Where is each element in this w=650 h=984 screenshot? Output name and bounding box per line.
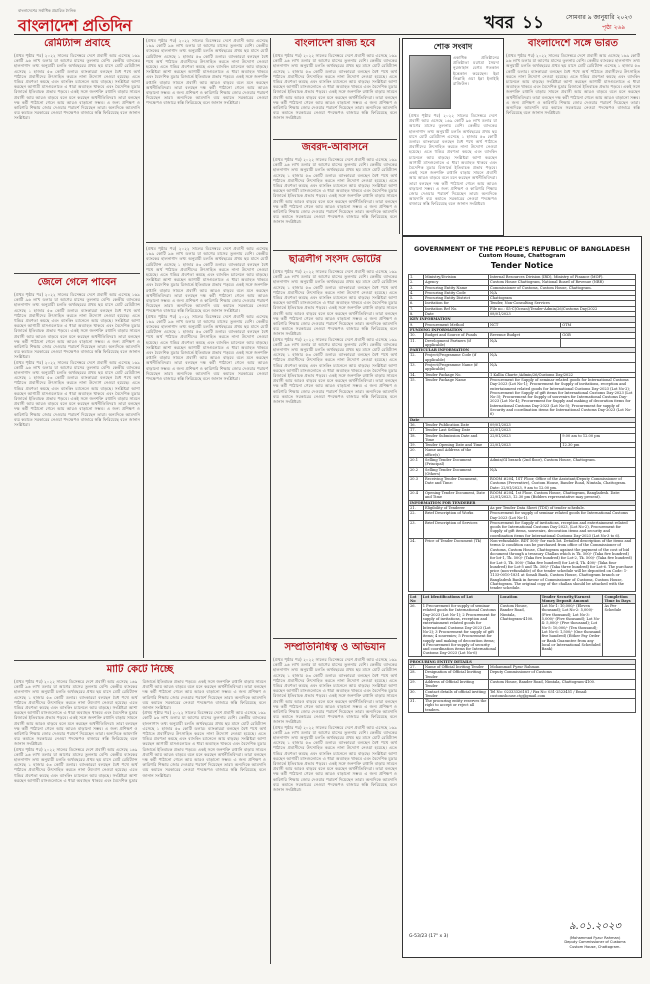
table-cell: Opening Tender Document, Date and Time	[424, 491, 489, 501]
table-cell: GOB	[561, 333, 636, 338]
article-remittance-continued	[146, 38, 268, 238]
table-cell: 13.	[409, 363, 424, 373]
table-cell: Chattogram	[489, 296, 636, 301]
table-cell: 24.	[409, 539, 424, 592]
article-headline: জবরদ-আবাসনে	[301, 142, 369, 153]
page-label: পৃষ্ঠা ২৬৯	[602, 24, 626, 31]
lot-header-cell: Tender Security/Earnest Money Deposit Amount	[540, 594, 603, 604]
article-body: (প্রথম পৃষ্ঠার পর) ২০২২ সালের ডিসেম্বরে দেশে প্রবাসী আয় এসেছে ১৬৯ কোটি ৯৬ লাখ ডলার যা আগের মাসের তুলনায় বেশি। কেন্দ্রীয় ব্যাংকের হালনাগাদ তথ্য অনুযায়ী চলতি অর্থবছরের প্রথম ছয় মাসে মোট রেমিট্যান্স এসেছে ১ হাজার ৫৩ কোটি ডলার। ব্যাংকাররা বলছেন বৈধ পথে অর্থ পাঠাতে প্রবাসীদের উৎসাহিত করতে নানা উদ্যোগ নেওয়া হয়েছে। এতে হুন্ডির প্রবণতা কমছে এবং ব্যাংকিং চ্যানেলে আয় বাড়ছে। সংশ্লিষ্টরা আশা করছেন আগামী মাসগুলোতে এ ধারা অব্যাহত থাকবে এবং বৈদেশিক মুদ্রার রিজার্ভে ইতিবাচক প্রভাব পড়বে। একই সঙ্গে জনশক্তি রপ্তানি বাড়ায় সামনে প্রবাসী আয় আরও বাড়বে বলে মনে করছেন অর্থনীতিবিদরা। তারা বলছেন দক্ষ কর্মী পাঠানো গেলে আয় আরও বাড়ানো সম্ভব। এ জন্য প্রশিক্ষণ ও কারিগরি শিক্ষায় জোর দেওয়ার পরামর্শ দিয়েছেন তারা। অন্যদিকে আমদানি ব্যয় কমাতে সরকারের নেওয়া পদক্ষেপও বাজারে স্বস্তি ফিরিয়েছে বলে জানান সংশ্লিষ্টরা।	[273, 53, 397, 121]
table-cell: 6.	[409, 301, 424, 306]
date-row-label: Date	[409, 417, 636, 422]
officer-table	[408, 659, 636, 713]
article-body: (প্রথম পৃষ্ঠার পর) ২০২২ সালের ডিসেম্বরে দেশে প্রবাসী আয় এসেছে ১৬৯ কোটি ৯৬ লাখ ডলার যা আগের মাসের তুলনায় বেশি। কেন্দ্রীয় ব্যাংকের হালনাগাদ তথ্য অনুযায়ী চলতি অর্থবছরের প্রথম ছয় মাসে মোট রেমিট্যান্স এসেছে ১ হাজার ৫৩ কোটি ডলার। ব্যাংকাররা বলছেন বৈধ পথে অর্থ পাঠাতে প্রবাসীদের উৎসাহিত করতে নানা উদ্যোগ নেওয়া হয়েছে। এতে হুন্ডির প্রবণতা কমছে এবং ব্যাংকিং চ্যানেলে আয় বাড়ছে। সংশ্লিষ্টরা আশা করছেন আগামী মাসগুলোতে এ ধারা অব্যাহত থাকবে এবং বৈদেশিক মুদ্রার রিজার্ভে ইতিবাচক প্রভাব পড়বে। একই সঙ্গে জনশক্তি রপ্তানি বাড়ায় সামনে প্রবাসী আয় আরও বাড়বে বলে মনে করছেন অর্থনীতিবিদরা। তারা বলছেন দক্ষ কর্মী পাঠানো গেলে আয় আরও বাড়ানো সম্ভব। এ জন্য প্রশিক্ষণ ও কারিগরি শিক্ষায় জোর দেওয়ার পরামর্শ দিয়েছেন তারা। অন্যদিকে আমদানি ব্যয় কমাতে সরকারের নেওয়া পদক্ষেপও বাজারে স্বস্তি ফিরিয়েছে বলে জানান সংশ্লিষ্টরা।	[146, 38, 268, 106]
lot-header-row	[409, 594, 636, 604]
newspaper-logo: বাংলাদেশ প্রতিদিন	[18, 16, 132, 35]
key-information-row-label: KEY INFORMATION	[409, 317, 636, 322]
article-headline: মাটি কেটে নিচ্ছে	[106, 664, 174, 675]
table-cell: 27.	[409, 665, 424, 670]
tender-organization: Custom House, Chattogram	[478, 253, 566, 259]
article-body-more: (প্রথম পৃষ্ঠার পর) ২০২২ সালের ডিসেম্বরে দেশে প্রবাসী আয় এসেছে ১৬৯ কোটি ৯৬ লাখ ডলার যা আগের মাসের তুলনায় বেশি। কেন্দ্রীয় ব্যাংকের হালনাগাদ তথ্য অনুযায়ী চলতি অর্থবছরের প্রথম ছয় মাসে মোট রেমিট্যান্স এসেছে ১ হাজার ৫৩ কোটি ডলার। ব্যাংকাররা বলছেন বৈধ পথে অর্থ পাঠাতে প্রবাসীদের উৎসাহিত করতে নানা উদ্যোগ নেওয়া হয়েছে। এতে হুন্ডির প্রবণতা কমছে এবং ব্যাংকিং চ্যানেলে আয় বাড়ছে। সংশ্লিষ্টরা আশা করছেন আগামী মাসগুলোতে এ ধারা অব্যাহত থাকবে এবং বৈদেশিক মুদ্রার রিজার্ভে ইতিবাচক প্রভাব পড়বে। একই সঙ্গে জনশক্তি রপ্তানি বাড়ায় সামনে প্রবাসী আয় আরও বাড়বে বলে মনে করছেন অর্থনীতিবিদরা। তারা বলছেন দক্ষ কর্মী পাঠানো গেলে আয় আরও বাড়ানো সম্ভব। এ জন্য প্রশিক্ষণ ও কারিগরি শিক্ষায় জোর দেওয়ার পরামর্শ দিয়েছেন তারা। অন্যদিকে আমদানি ব্যয় কমাতে সরকারের নেওয়া পদক্ষেপও বাজারে স্বস্তি ফিরিয়েছে বলে জানান সংশ্লিষ্টরা।	[142, 710, 266, 778]
signatory-title: Deputy Commissioner of Customs	[564, 940, 626, 945]
table-cell: Tender Submission Date and Time	[424, 433, 489, 443]
article-body-continued: (প্রথম পৃষ্ঠার পর) ২০২২ সালের ডিসেম্বরে দেশে প্রবাসী আয় এসেছে ১৬৯ কোটি ৯৬ লাখ ডলার যা আগের মাসের তুলনায় বেশি। কেন্দ্রীয় ব্যাংকের হালনাগাদ তথ্য অনুযায়ী চলতি অর্থবছরের প্রথম ছয় মাসে মোট রেমিট্যান্স এসেছে ১ হাজার ৫৩ কোটি ডলার। ব্যাংকাররা বলছেন বৈধ পথে অর্থ পাঠাতে প্রবাসীদের উৎসাহিত করতে নানা উদ্যোগ নেওয়া হয়েছে। এতে হুন্ডির প্রবণতা কমছে এবং ব্যাংকিং চ্যানেলে আয় বাড়ছে। সংশ্লিষ্টরা আশা করছেন আগামী মাসগুলোতে এ ধারা অব্যাহত থাকবে এবং বৈদেশিক মুদ্রার রিজার্ভে ইতিবাচক প্রভাব পড়বে। একই সঙ্গে জনশক্তি রপ্তানি বাড়ায় সামনে প্রবাসী আয় আরও বাড়বে বলে মনে করছেন অর্থনীতিবিদরা। তারা বলছেন দক্ষ কর্মী পাঠানো গেলে আয় আরও বাড়ানো সম্ভব। এ জন্য প্রশিক্ষণ ও কারিগরি শিক্ষায় জোর দেওয়ার পরামর্শ দিয়েছেন তারা। অন্যদিকে আমদানি ব্যয় কমাতে সরকারের নেওয়া পদক্ষেপও বাজারে স্বস্তি ফিরিয়েছে বলে জানান সংশ্লিষ্টরা।	[273, 336, 397, 405]
article-housing	[273, 142, 397, 246]
lot-row	[409, 604, 636, 657]
table-cell: N/A	[489, 363, 636, 373]
lot-header-cell: Lot Identifications of Lot	[421, 594, 498, 604]
table-cell: Admin/GI branch (2nd floor), Custom House, Chattogram.	[489, 457, 636, 467]
tender-row	[409, 467, 636, 477]
table-cell: Revenue Budget	[489, 333, 561, 338]
article-soil	[14, 664, 266, 964]
table-cell: Custom House, Bander Road, Nimtala, Chattogram-4100.	[489, 679, 636, 689]
table-cell: 4.	[409, 290, 424, 295]
table-cell: Invitation Ref No.	[424, 306, 489, 311]
vertical-rule	[143, 38, 144, 658]
tender-row	[409, 511, 636, 521]
table-cell: Procuring Entity Name	[424, 285, 489, 290]
table-cell: OTM	[561, 322, 636, 327]
table-cell: 21.	[409, 505, 424, 510]
column-divider	[14, 660, 266, 661]
article-election	[273, 254, 397, 634]
officer-row	[409, 689, 636, 699]
table-cell: 17.	[409, 428, 424, 433]
table-cell: 09/01/2023	[489, 422, 636, 427]
officer-row	[409, 699, 636, 713]
table-cell: Tender Package Name	[424, 377, 489, 417]
tender-row	[409, 520, 636, 538]
table-cell: Development Partners (if applicable)	[424, 338, 489, 348]
table-cell: Procurement for supply of seminar related goods for International Customs Day-2023 (Lot No-1).	[489, 511, 636, 521]
column-divider	[273, 638, 397, 639]
table-cell: 12.30 pm	[561, 443, 636, 448]
table-cell: Agency	[424, 280, 489, 285]
article-headline: জেলে গেলে পাবেন	[37, 277, 117, 288]
obituary-text: (প্রথম পৃষ্ঠার পর) ২০২২ সালের ডিসেম্বরে দেশে প্রবাসী আয় এসেছে ১৬৯ কোটি ৯৬ লাখ ডলার যা আগের মাসের তুলনায় বেশি। কেন্দ্রীয় ব্যাংকের হালনাগাদ তথ্য অনুযায়ী চলতি অর্থবছরের প্রথম ছয় মাসে মোট রেমিট্যান্স এসেছে ১ হাজার ৫৩ কোটি ডলার। ব্যাংকাররা বলছেন বৈধ পথে অর্থ পাঠাতে প্রবাসীদের উৎসাহিত করতে নানা উদ্যোগ নেওয়া হয়েছে। এতে হুন্ডির প্রবণতা কমছে এবং ব্যাংকিং চ্যানেলে আয় বাড়ছে। সংশ্লিষ্টরা আশা করছেন আগামী মাসগুলোতে এ ধারা অব্যাহত থাকবে এবং বৈদেশিক মুদ্রার রিজার্ভে ইতিবাচক প্রভাব পড়বে। একই সঙ্গে জনশক্তি রপ্তানি বাড়ায় সামনে প্রবাসী আয় আরও বাড়বে বলে মনে করছেন অর্থনীতিবিদরা। তারা বলছেন দক্ষ কর্মী পাঠানো গেলে আয় আরও বাড়ানো সম্ভব। এ জন্য প্রশিক্ষণ ও কারিগরি শিক্ষায় জোর দেওয়ার পরামর্শ দিয়েছেন তারা। অন্যদিকে আমদানি ব্যয় কমাতে সরকারের নেওয়া পদক্ষেপও বাজারে স্বস্তি ফিরিয়েছে বলে জানান সংশ্লিষ্টরা।	[409, 113, 497, 207]
article-body: (প্রথম পৃষ্ঠার পর) ২০২২ সালের ডিসেম্বরে দেশে প্রবাসী আয় এসেছে ১৬৯ কোটি ৯৬ লাখ ডলার যা আগের মাসের তুলনায় বেশি। কেন্দ্রীয় ব্যাংকের হালনাগাদ তথ্য অনুযায়ী চলতি অর্থবছরের প্রথম ছয় মাসে মোট রেমিট্যান্স এসেছে ১ হাজার ৫৩ কোটি ডলার। ব্যাংকাররা বলছেন বৈধ পথে অর্থ পাঠাতে প্রবাসীদের উৎসাহিত করতে নানা উদ্যোগ নেওয়া হয়েছে। এতে হুন্ডির প্রবণতা কমছে এবং ব্যাংকিং চ্যানেলে আয় বাড়ছে। সংশ্লিষ্টরা আশা করছেন আগামী মাসগুলোতে এ ধারা অব্যাহত থাকবে এবং বৈদেশিক মুদ্রার রিজার্ভে ইতিবাচক প্রভাব পড়বে। একই সঙ্গে জনশক্তি রপ্তানি বাড়ায় সামনে প্রবাসী আয় আরও বাড়বে বলে মনে করছেন অর্থনীতিবিদরা। তারা বলছেন দক্ষ কর্মী পাঠানো গেলে আয় আরও বাড়ানো সম্ভব। এ জন্য প্রশিক্ষণ ও কারিগরি শিক্ষায় জোর দেওয়ার পরামর্শ দিয়েছেন তারা। অন্যদিকে আমদানি ব্যয় কমাতে সরকারের নেওয়া পদক্ষেপও বাজারে স্বস্তি ফিরিয়েছে বলে জানান সংশ্লিষ্টরা।	[273, 157, 397, 225]
table-cell: 1.	[409, 275, 424, 280]
article-body-continued: (প্রথম পৃষ্ঠার পর) ২০২২ সালের ডিসেম্বরে দেশে প্রবাসী আয় এসেছে ১৬৯ কোটি ৯৬ লাখ ডলার যা আগের মাসের তুলনায় বেশি। কেন্দ্রীয় ব্যাংকের হালনাগাদ তথ্য অনুযায়ী চলতি অর্থবছরের প্রথম ছয় মাসে মোট রেমিট্যান্স এসেছে ১ হাজার ৫৩ কোটি ডলার। ব্যাংকাররা বলছেন বৈধ পথে অর্থ পাঠাতে প্রবাসীদের উৎসাহিত করতে নানা উদ্যোগ নেওয়া হয়েছে। এতে হুন্ডির প্রবণতা কমছে এবং ব্যাংকিং চ্যানেলে আয় বাড়ছে। সংশ্লিষ্টরা আশা করছেন আগামী মাসগুলোতে এ ধারা অব্যাহত থাকবে এবং বৈদেশিক মুদ্রার রিজার্ভে ইতিবাচক প্রভাব পড়বে। একই সঙ্গে জনশক্তি রপ্তানি বাড়ায় সামনে প্রবাসী আয় আরও বাড়বে বলে মনে করছেন অর্থনীতিবিদরা। তারা বলছেন দক্ষ কর্মী পাঠানো গেলে আয় আরও বাড়ানো সম্ভব। এ জন্য প্রশিক্ষণ ও কারিগরি শিক্ষায় জোর দেওয়ার পরামর্শ দিয়েছেন তারা। অন্যদিকে আমদানি ব্যয় কমাতে সরকারের নেওয়া পদক্ষেপও বাজারে স্বস্তি ফিরিয়েছে বলে জানান সংশ্লিষ্টরা।	[14, 359, 140, 428]
article-body: (প্রথম পৃষ্ঠার পর) ২০২২ সালের ডিসেম্বরে দেশে প্রবাসী আয় এসেছে ১৬৯ কোটি ৯৬ লাখ ডলার যা আগের মাসের তুলনায় বেশি। কেন্দ্রীয় ব্যাংকের হালনাগাদ তথ্য অনুযায়ী চলতি অর্থবছরের প্রথম ছয় মাসে মোট রেমিট্যান্স এসেছে ১ হাজার ৫৩ কোটি ডলার। ব্যাংকাররা বলছেন বৈধ পথে অর্থ পাঠাতে প্রবাসীদের উৎসাহিত করতে নানা উদ্যোগ নেওয়া হয়েছে। এতে হুন্ডির প্রবণতা কমছে এবং ব্যাংকিং চ্যানেলে আয় বাড়ছে। সংশ্লিষ্টরা আশা করছেন আগামী মাসগুলোতে এ ধারা অব্যাহত থাকবে এবং বৈদেশিক মুদ্রার রিজার্ভে ইতিবাচক প্রভাব পড়বে। একই সঙ্গে জনশক্তি রপ্তানি বাড়ায় সামনে প্রবাসী আয় আরও বাড়বে বলে মনে করছেন অর্থনীতিবিদরা। তারা বলছেন দক্ষ কর্মী পাঠানো গেলে আয় আরও বাড়ানো সম্ভব। এ জন্য প্রশিক্ষণ ও কারিগরি শিক্ষায় জোর দেওয়ার পরামর্শ দিয়েছেন তারা। অন্যদিকে আমদানি ব্যয় কমাতে সরকারের নেওয়া পদক্ষেপও বাজারে স্বস্তি ফিরিয়েছে বলে জানান সংশ্লিষ্টরা।	[273, 269, 397, 337]
table-cell: N/A	[489, 338, 561, 348]
table-cell: 7.	[409, 306, 424, 311]
tender-row	[409, 275, 636, 280]
table-cell: 12.	[409, 353, 424, 363]
article-headline: সম্প্রতিনিধিত্ব ও অভিযান	[284, 642, 386, 653]
article-body: (প্রথম পৃষ্ঠার পর) ২০২২ সালের ডিসেম্বরে দেশে প্রবাসী আয় এসেছে ১৬৯ কোটি ৯৬ লাখ ডলার যা আগের মাসের তুলনায় বেশি। কেন্দ্রীয় ব্যাংকের হালনাগাদ তথ্য অনুযায়ী চলতি অর্থবছরের প্রথম ছয় মাসে মোট রেমিট্যান্স এসেছে ১ হাজার ৫৩ কোটি ডলার। ব্যাংকাররা বলছেন বৈধ পথে অর্থ পাঠাতে প্রবাসীদের উৎসাহিত করতে নানা উদ্যোগ নেওয়া হয়েছে। এতে হুন্ডির প্রবণতা কমছে এবং ব্যাংকিং চ্যানেলে আয় বাড়ছে। সংশ্লিষ্টরা আশা করছেন আগামী মাসগুলোতে এ ধারা অব্যাহত থাকবে এবং বৈদেশিক মুদ্রার রিজার্ভে ইতিবাচক প্রভাব পড়বে। একই সঙ্গে জনশক্তি রপ্তানি বাড়ায় সামনে প্রবাসী আয় আরও বাড়বে বলে মনে করছেন অর্থনীতিবিদরা। তারা বলছেন দক্ষ কর্মী পাঠানো গেলে আয় আরও বাড়ানো সম্ভব। এ জন্য প্রশিক্ষণ ও কারিগরি শিক্ষায় জোর দেওয়ার পরামর্শ দিয়েছেন তারা। অন্যদিকে আমদানি ব্যয় কমাতে সরকারের নেওয়া পদক্ষেপও বাজারে স্বস্তি ফিরিয়েছে বলে জানান সংশ্লিষ্টরা।	[146, 246, 268, 314]
obituary-side-text: একাধিক প্রতিষ্ঠানের প্রতিষ্ঠাতা মরহুমা সৈয়দা নুরজাহান বেগম গতকাল ইন্তেকাল করেছেন। ইন্না লিল্লাহি ওয়া ইন্না ইলাইহি রাজিউন।	[453, 55, 499, 87]
signatory-office: Custom House, Chattogram.	[569, 944, 621, 949]
table-cell: ROOM #204, 1ST Floor, Office of the Assistant/Deputy Commissioner of Customs (Preventive), Custom House, Bander Road, Nimtala, Chattogram. Date: 22/01/2023, 9 am to 12.00 pm.	[489, 477, 636, 491]
table-cell: Tender Opening Date and Time	[424, 443, 489, 448]
table-cell: File no.: S5-C(Ocean)/Tender-Admin/26/Customs Day/2022	[489, 306, 636, 311]
table-cell: 20.2	[409, 467, 424, 477]
table-cell: 8.	[409, 312, 424, 317]
tender-row	[409, 433, 636, 443]
vertical-rule	[270, 38, 271, 964]
table-cell: 18.	[409, 433, 424, 443]
table-cell: 20.4	[409, 491, 424, 501]
lot-header-cell: Location	[498, 594, 540, 604]
table-cell: Project/Programme Name (if applicable)	[424, 363, 489, 373]
column-divider	[273, 250, 397, 251]
tender-notice	[402, 236, 642, 958]
table-cell: Deputy Commissioner of Customs	[489, 670, 636, 680]
table-cell: Brief Description of Services	[424, 520, 489, 538]
table-cell: Project/Programme Code (if applicable)	[424, 353, 489, 363]
signature-date: ৯.০১.২০২৩	[569, 920, 621, 932]
table-cell: 23.	[409, 520, 424, 538]
officer-row	[409, 670, 636, 680]
signature-block	[553, 919, 637, 949]
table-cell: Ministry/Division	[424, 275, 489, 280]
table-cell: Procurement for Supply of seminar related goods for International Customs Day-2023 (Lot No-1); Procurement for Supply of invitations, reception and entertainment related goods for International Customs Day-2023 (Lot No-2); Procurement for Supply of gift items for International Customs Day-2023 (Lot No-3); Procurement for Supply of souvenirs for International Customs Day-2023 (Lot No-4); Procurement for Supply and making of decoration items for International Customs Day-2023 (Lot No-5); Procurement for supply of Security and coordination items for International Customs Day-2023 (Lot No-6)	[489, 377, 636, 417]
table-cell: 15.	[409, 377, 424, 417]
article-body: (প্রথম পৃষ্ঠার পর) ২০২২ সালের ডিসেম্বরে দেশে প্রবাসী আয় এসেছে ১৬৯ কোটি ৯৬ লাখ ডলার যা আগের মাসের তুলনায় বেশি। কেন্দ্রীয় ব্যাংকের হালনাগাদ তথ্য অনুযায়ী চলতি অর্থবছরের প্রথম ছয় মাসে মোট রেমিট্যান্স এসেছে ১ হাজার ৫৩ কোটি ডলার। ব্যাংকাররা বলছেন বৈধ পথে অর্থ পাঠাতে প্রবাসীদের উৎসাহিত করতে নানা উদ্যোগ নেওয়া হয়েছে। এতে হুন্ডির প্রবণতা কমছে এবং ব্যাংকিং চ্যানেলে আয় বাড়ছে। সংশ্লিষ্টরা আশা করছেন আগামী মাসগুলোতে এ ধারা অব্যাহত থাকবে এবং বৈদেশিক মুদ্রার রিজার্ভে ইতিবাচক প্রভাব পড়বে। একই সঙ্গে জনশক্তি রপ্তানি বাড়ায় সামনে প্রবাসী আয় আরও বাড়বে বলে মনে করছেন অর্থনীতিবিদরা। তারা বলছেন দক্ষ কর্মী পাঠানো গেলে আয় আরও বাড়ানো সম্ভব। এ জন্য প্রশিক্ষণ ও কারিগরি শিক্ষায় জোর দেওয়ার পরামর্শ দিয়েছেন তারা। অন্যদিকে আমদানি ব্যয় কমাতে সরকারের নেওয়া পদক্ষেপও বাজারে স্বস্তি ফিরিয়েছে বলে জানান সংশ্লিষ্টরা।	[14, 679, 138, 747]
ad-code: G-53/23 (17" x 3)	[409, 934, 449, 939]
article-headline: রেমিট্যান্স প্রবাহে	[44, 38, 110, 49]
issue-date: সোমবার ৯ জানুয়ারি ২০২৩	[566, 14, 633, 21]
table-cell: Name of Official Inviting Tender	[424, 665, 489, 670]
lot-cell: 1 Procurement for supply of seminar related goods for International Customs Day-2023 (Lot No-1); 2 Procurement for supply of invitations, reception and entertainment related goods for International Customs Day-2023 (Lot No-2); 3 Procurement for supply of gift items; 4 souvenirs; 5 Procurement for supply and making of decoration items; 6 Procurement for supply of security and coordination items for International Customs Day-2023 (Lot No-6)	[421, 604, 498, 657]
section-name: খবর	[484, 13, 514, 33]
lot-table	[408, 594, 636, 657]
column-divider	[14, 273, 140, 274]
article-body: (প্রথম পৃষ্ঠার পর) ২০২২ সালের ডিসেম্বরে দেশে প্রবাসী আয় এসেছে ১৬৯ কোটি ৯৬ লাখ ডলার যা আগের মাসের তুলনায় বেশি। কেন্দ্রীয় ব্যাংকের হালনাগাদ তথ্য অনুযায়ী চলতি অর্থবছরের প্রথম ছয় মাসে মোট রেমিট্যান্স এসেছে ১ হাজার ৫৩ কোটি ডলার। ব্যাংকাররা বলছেন বৈধ পথে অর্থ পাঠাতে প্রবাসীদের উৎসাহিত করতে নানা উদ্যোগ নেওয়া হয়েছে। এতে হুন্ডির প্রবণতা কমছে এবং ব্যাংকিং চ্যানেলে আয় বাড়ছে। সংশ্লিষ্টরা আশা করছেন আগামী মাসগুলোতে এ ধারা অব্যাহত থাকবে এবং বৈদেশিক মুদ্রার রিজার্ভে ইতিবাচক প্রভাব পড়বে। একই সঙ্গে জনশক্তি রপ্তানি বাড়ায় সামনে প্রবাসী আয় আরও বাড়বে বলে মনে করছেন অর্থনীতিবিদরা। তারা বলছেন দক্ষ কর্মী পাঠানো গেলে আয় আরও বাড়ানো সম্ভব। এ জন্য প্রশিক্ষণ ও কারিগরি শিক্ষায় জোর দেওয়ার পরামর্শ দিয়েছেন তারা। অন্যদিকে আমদানি ব্যয় কমাতে সরকারের নেওয়া পদক্ষেপও বাজারে স্বস্তি ফিরিয়েছে বলে জানান সংশ্লিষ্টরা।	[273, 657, 397, 725]
table-cell: Tender Package No.	[424, 372, 489, 377]
lot-cell: As Per Schedule	[603, 604, 636, 657]
tender-row	[409, 539, 636, 592]
table-cell: 10.	[409, 333, 424, 338]
tender-government: GOVERNMENT OF THE PEOPLE'S REPUBLIC OF BANGLADESH	[414, 245, 630, 253]
funding-information-row-label: FUNDING INFORMATION	[409, 327, 636, 332]
table-cell: Procuring Entity District	[424, 296, 489, 301]
article-body-continued: (প্রথম পৃষ্ঠার পর) ২০২২ সালের ডিসেম্বরে দেশে প্রবাসী আয় এসেছে ১৬৯ কোটি ৯৬ লাখ ডলার যা আগের মাসের তুলনায় বেশি। কেন্দ্রীয় ব্যাংকের হালনাগাদ তথ্য অনুযায়ী চলতি অর্থবছরের প্রথম ছয় মাসে মোট রেমিট্যান্স এসেছে ১ হাজার ৫৩ কোটি ডলার। ব্যাংকাররা বলছেন বৈধ পথে অর্থ পাঠাতে প্রবাসীদের উৎসাহিত করতে নানা উদ্যোগ নেওয়া হয়েছে। এতে হুন্ডির প্রবণতা কমছে এবং ব্যাংকিং চ্যানেলে আয় বাড়ছে। সংশ্লিষ্টরা আশা করছেন আগামী মাসগুলোতে এ ধারা অব্যাহত থাকবে এবং বৈদেশিক মুদ্রার রিজার্ভে ইতিবাচক প্রভাব পড়বে। একই সঙ্গে জনশক্তি রপ্তানি বাড়ায় সামনে প্রবাসী আয় আরও বাড়বে বলে মনে করছেন অর্থনীতিবিদরা। তারা বলছেন দক্ষ কর্মী পাঠানো গেলে আয় আরও বাড়ানো সম্ভব। এ জন্য প্রশিক্ষণ ও কারিগরি শিক্ষায় জোর দেওয়ার পরামর্শ দিয়েছেন তারা। অন্যদিকে আমদানি ব্যয় কমাতে সরকারের নেওয়া পদক্ষেপও বাজারে স্বস্তি ফিরিয়েছে বলে জানান সংশ্লিষ্টরা।	[14, 679, 266, 783]
column-divider	[273, 139, 397, 140]
table-cell: 22/01/2023	[489, 428, 636, 433]
officer-row	[409, 679, 636, 689]
article-representation	[273, 642, 397, 964]
lot-header-cell: Lot No	[409, 594, 422, 604]
table-cell: 11.	[409, 338, 424, 348]
lot-cell: Lot No-1: 10,000/- (Eleven thousand); Lot No-2: 5,000/- (Five thousand); Lot No-3: 5,000/- (Five thousand); Lot No-4: 5,000/- (Five thousand); Lot No-5: 10,000/- (Ten thousand); Lot No-6: 1,500/- (One thousand five hundred) (Either Pay Order or Bank Guarantee from any local or International Scheduled Bank)	[540, 604, 603, 657]
obituary-photo	[409, 55, 451, 109]
article-headline: বাংলাদেশে সঙ্গে ভারত	[528, 38, 618, 49]
lot-header-cell: Completion Time in Days	[603, 594, 636, 604]
table-cell: Commissioner of Customs, Custom House, Chattogram.	[489, 285, 636, 290]
article-body: (প্রথম পৃষ্ঠার পর) ২০২২ সালের ডিসেম্বরে দেশে প্রবাসী আয় এসেছে ১৬৯ কোটি ৯৬ লাখ ডলার যা আগের মাসের তুলনায় বেশি। কেন্দ্রীয় ব্যাংকের হালনাগাদ তথ্য অনুযায়ী চলতি অর্থবছরের প্রথম ছয় মাসে মোট রেমিট্যান্স এসেছে ১ হাজার ৫৩ কোটি ডলার। ব্যাংকাররা বলছেন বৈধ পথে অর্থ পাঠাতে প্রবাসীদের উৎসাহিত করতে নানা উদ্যোগ নেওয়া হয়েছে। এতে হুন্ডির প্রবণতা কমছে এবং ব্যাংকিং চ্যানেলে আয় বাড়ছে। সংশ্লিষ্টরা আশা করছেন আগামী মাসগুলোতে এ ধারা অব্যাহত থাকবে এবং বৈদেশিক মুদ্রার রিজার্ভে ইতিবাচক প্রভাব পড়বে। একই সঙ্গে জনশক্তি রপ্তানি বাড়ায় সামনে প্রবাসী আয় আরও বাড়বে বলে মনে করছেন অর্থনীতিবিদরা। তারা বলছেন দক্ষ কর্মী পাঠানো গেলে আয় আরও বাড়ানো সম্ভব। এ জন্য প্রশিক্ষণ ও কারিগরি শিক্ষায় জোর দেওয়ার পরামর্শ দিয়েছেন তারা। অন্যদিকে আমদানি ব্যয় কমাতে সরকারের নেওয়া পদক্ষেপও বাজারে স্বস্তি ফিরিয়েছে বলে জানান সংশ্লিষ্টরা।	[506, 53, 640, 116]
tender-row	[409, 377, 636, 417]
obituary-headline: শোক সংবাদ	[433, 42, 473, 51]
tender-row	[409, 491, 636, 501]
table-cell: 1 Kallia Charte /Admin/26/Customs Day/2022	[489, 372, 636, 377]
table-cell: Mohammad Fyzur Rahman	[489, 665, 636, 670]
signatory-name: (Mohammad Fyzur Rahman)	[569, 935, 621, 940]
table-cell: Tender Publication Date	[424, 422, 489, 427]
table-cell: Invitation for	[424, 301, 489, 306]
table-cell: 20.1	[409, 457, 424, 467]
table-cell: Address of Official Inviting Tender	[424, 679, 489, 689]
table-cell: 31.	[409, 699, 424, 713]
table-cell: 9.	[409, 322, 424, 327]
table-cell	[489, 448, 636, 458]
procuring-entity-label: PROCURING ENTITY DETAILS	[409, 659, 636, 664]
table-cell: 20.3	[409, 477, 424, 491]
article-body-continued: (প্রথম পৃষ্ঠার পর) ২০২২ সালের ডিসেম্বরে দেশে প্রবাসী আয় এসেছে ১৬৯ কোটি ৯৬ লাখ ডলার যা আগের মাসের তুলনায় বেশি। কেন্দ্রীয় ব্যাংকের হালনাগাদ তথ্য অনুযায়ী চলতি অর্থবছরের প্রথম ছয় মাসে মোট রেমিট্যান্স এসেছে ১ হাজার ৫৩ কোটি ডলার। ব্যাংকাররা বলছেন বৈধ পথে অর্থ পাঠাতে প্রবাসীদের উৎসাহিত করতে নানা উদ্যোগ নেওয়া হয়েছে। এতে হুন্ডির প্রবণতা কমছে এবং ব্যাংকিং চ্যানেলে আয় বাড়ছে। সংশ্লিষ্টরা আশা করছেন আগামী মাসগুলোতে এ ধারা অব্যাহত থাকবে এবং বৈদেশিক মুদ্রার রিজার্ভে ইতিবাচক প্রভাব পড়বে। একই সঙ্গে জনশক্তি রপ্তানি বাড়ায় সামনে প্রবাসী আয় আরও বাড়বে বলে মনে করছেন অর্থনীতিবিদরা। তারা বলছেন দক্ষ কর্মী পাঠানো গেলে আয় আরও বাড়ানো সম্ভব। এ জন্য প্রশিক্ষণ ও কারিগরি শিক্ষায় জোর দেওয়ার পরামর্শ দিয়েছেন তারা। অন্যদিকে আমদানি ব্যয় কমাতে সরকারের নেওয়া পদক্ষেপও বাজারে স্বস্তি ফিরিয়েছে বলে জানান সংশ্লিষ্টরা।	[146, 313, 268, 382]
table-cell: 16.	[409, 422, 424, 427]
lot-cell: Custom House, Bander Road, Nimtala, Chattogram-4100.	[498, 604, 540, 657]
table-cell: N/A	[489, 353, 636, 363]
table-cell: 2.	[409, 280, 424, 285]
table-cell: 14.	[409, 372, 424, 377]
table-cell: 30.	[409, 689, 424, 699]
tender-row	[409, 477, 636, 491]
table-cell: Tender, Non-Consulting Services	[489, 301, 636, 306]
table-cell: Contact details of official inviting Tender	[424, 689, 489, 699]
table-cell: Date	[424, 312, 489, 317]
article-remittance	[14, 38, 140, 270]
table-cell: Custom House Chattogram, National Board of Revenue (NBR)	[489, 280, 636, 285]
table-cell: ROOM #204, 1st Floor, Custom House, Chattogram, Bangladesh. Date: 22/01/2023, 12.30 pm (Bidders representative may present).	[489, 491, 636, 501]
table-cell: Budget and Source of Funds	[424, 333, 489, 338]
particular-information-row-label: PARTICULAR INFORMATION	[409, 348, 636, 353]
obituary-box	[402, 38, 504, 236]
table-cell: Brief Description of Works	[424, 511, 489, 521]
table-cell: Non-refundable. BDT 500/- for each lot. Detailed description of the items and terms & condition can be purchased from office of the Commissioner of Customs, Custom House, Chattogram against the payment of the cost of bid document through a treasury Challan which is Tk. 500/- (Taka five hundred) for lot-1, Tk. 500/- (Taka five hundred) for Lot-2, Tk. 500/- (Taka five hundred) for Lot-3, Tk. 500/- (Taka five hundred) for Lot-4, Tk. 400/- (Taka four hundred) for Lot-5 and Tk. 300/- (Taka three hundred) for Lot-6. The purchase price (non-refundable) of the tender schedule will be deposited on Code: 1-1133-0010-1831 at Sonali Bank, Custom House, Chattogram branch or Bangladesh Bank in favour of Commissioner of Customs, Custom House, Chattogram. The original copy of the challan should be attached with the tender schedule.	[489, 539, 636, 592]
article-body: (প্রথম পৃষ্ঠার পর) ২০২২ সালের ডিসেম্বরে দেশে প্রবাসী আয় এসেছে ১৬৯ কোটি ৯৬ লাখ ডলার যা আগের মাসের তুলনায় বেশি। কেন্দ্রীয় ব্যাংকের হালনাগাদ তথ্য অনুযায়ী চলতি অর্থবছরের প্রথম ছয় মাসে মোট রেমিট্যান্স এসেছে ১ হাজার ৫৩ কোটি ডলার। ব্যাংকাররা বলছেন বৈধ পথে অর্থ পাঠাতে প্রবাসীদের উৎসাহিত করতে নানা উদ্যোগ নেওয়া হয়েছে। এতে হুন্ডির প্রবণতা কমছে এবং ব্যাংকিং চ্যানেলে আয় বাড়ছে। সংশ্লিষ্টরা আশা করছেন আগামী মাসগুলোতে এ ধারা অব্যাহত থাকবে এবং বৈদেশিক মুদ্রার রিজার্ভে ইতিবাচক প্রভাব পড়বে। একই সঙ্গে জনশক্তি রপ্তানি বাড়ায় সামনে প্রবাসী আয় আরও বাড়বে বলে মনে করছেন অর্থনীতিবিদরা। তারা বলছেন দক্ষ কর্মী পাঠানো গেলে আয় আরও বাড়ানো সম্ভব। এ জন্য প্রশিক্ষণ ও কারিগরি শিক্ষায় জোর দেওয়ার পরামর্শ দিয়েছেন তারা। অন্যদিকে আমদানি ব্যয় কমাতে সরকারের নেওয়া পদক্ষেপও বাজারে স্বস্তি ফিরিয়েছে বলে জানান সংশ্লিষ্টরা।	[14, 292, 140, 360]
tender-table	[408, 274, 636, 592]
table-cell: Name and Address of the office(s)	[424, 448, 489, 458]
article-jail	[14, 277, 140, 657]
lot-cell: 26.	[409, 604, 422, 657]
table-cell: The procuring entity reserves the right to accept or reject all tenders.	[424, 699, 489, 713]
table-cell	[561, 338, 636, 348]
tender-title: Tender Notice	[490, 261, 554, 270]
tender-row	[409, 353, 636, 363]
table-cell: Tel No: 02333326181 / Fax No: 031-2523451 / Email: customshouse.ctg@gmail.com	[489, 689, 636, 699]
article-jail-continued	[146, 246, 268, 656]
tender-row	[409, 457, 636, 467]
article-state	[273, 38, 397, 136]
table-cell	[489, 699, 636, 713]
table-cell: 3.	[409, 285, 424, 290]
section-number: ১১	[522, 13, 545, 33]
article-india	[506, 38, 640, 234]
article-body: (প্রথম পৃষ্ঠার পর) ২০২২ সালের ডিসেম্বরে দেশে প্রবাসী আয় এসেছে ১৬৯ কোটি ৯৬ লাখ ডলার যা আগের মাসের তুলনায় বেশি। কেন্দ্রীয় ব্যাংকের হালনাগাদ তথ্য অনুযায়ী চলতি অর্থবছরের প্রথম ছয় মাসে মোট রেমিট্যান্স এসেছে ১ হাজার ৫৩ কোটি ডলার। ব্যাংকাররা বলছেন বৈধ পথে অর্থ পাঠাতে প্রবাসীদের উৎসাহিত করতে নানা উদ্যোগ নেওয়া হয়েছে। এতে হুন্ডির প্রবণতা কমছে এবং ব্যাংকিং চ্যানেলে আয় বাড়ছে। সংশ্লিষ্টরা আশা করছেন আগামী মাসগুলোতে এ ধারা অব্যাহত থাকবে এবং বৈদেশিক মুদ্রার রিজার্ভে ইতিবাচক প্রভাব পড়বে। একই সঙ্গে জনশক্তি রপ্তানি বাড়ায় সামনে প্রবাসী আয় আরও বাড়বে বলে মনে করছেন অর্থনীতিবিদরা। তারা বলছেন দক্ষ কর্মী পাঠানো গেলে আয় আরও বাড়ানো সম্ভব। এ জন্য প্রশিক্ষণ ও কারিগরি শিক্ষায় জোর দেওয়ার পরামর্শ দিয়েছেন তারা। অন্যদিকে আমদানি ব্যয় কমাতে সরকারের নেওয়া পদক্ষেপও বাজারে স্বস্তি ফিরিয়েছে বলে জানান সংশ্লিষ্টরা।	[14, 53, 140, 121]
table-cell: Procuring Entity Code	[424, 290, 489, 295]
table-cell: Internal Resources Division (IRD), Ministry of Finance (MOF).	[489, 275, 636, 280]
table-cell: 22/01/2023	[489, 443, 561, 448]
tenderer-information-row-label: INFORMATION FOR TENDERER	[409, 500, 636, 505]
table-cell: 29.	[409, 679, 424, 689]
table-cell: 28.	[409, 670, 424, 680]
table-cell: Selling Tender Document (Others)	[424, 467, 489, 477]
table-cell: Receiving Tender Document, Date and Time:	[424, 477, 489, 491]
table-cell: N/A	[489, 467, 636, 477]
table-cell: Procurement Method	[424, 322, 489, 327]
table-cell: Tender Last Selling Date	[424, 428, 489, 433]
table-cell: NCT	[489, 322, 561, 327]
tender-row	[409, 338, 636, 348]
tender-row	[409, 363, 636, 373]
table-cell: 9.00 am to 12.00 pm	[561, 433, 636, 443]
article-headline: ছাত্রলীগ সংসদ ভোটের	[288, 254, 382, 265]
table-cell: Designation of Official Inviting Tender	[424, 670, 489, 680]
article-body-continued: (প্রথম পৃষ্ঠার পর) ২০২২ সালের ডিসেম্বরে দেশে প্রবাসী আয় এসেছে ১৬৯ কোটি ৯৬ লাখ ডলার যা আগের মাসের তুলনায় বেশি। কেন্দ্রীয় ব্যাংকের হালনাগাদ তথ্য অনুযায়ী চলতি অর্থবছরের প্রথম ছয় মাসে মোট রেমিট্যান্স এসেছে ১ হাজার ৫৩ কোটি ডলার। ব্যাংকাররা বলছেন বৈধ পথে অর্থ পাঠাতে প্রবাসীদের উৎসাহিত করতে নানা উদ্যোগ নেওয়া হয়েছে। এতে হুন্ডির প্রবণতা কমছে এবং ব্যাংকিং চ্যানেলে আয় বাড়ছে। সংশ্লিষ্টরা আশা করছেন আগামী মাসগুলোতে এ ধারা অব্যাহত থাকবে এবং বৈদেশিক মুদ্রার রিজার্ভে ইতিবাচক প্রভাব পড়বে। একই সঙ্গে জনশক্তি রপ্তানি বাড়ায় সামনে প্রবাসী আয় আরও বাড়বে বলে মনে করছেন অর্থনীতিবিদরা। তারা বলছেন দক্ষ কর্মী পাঠানো গেলে আয় আরও বাড়ানো সম্ভব। এ জন্য প্রশিক্ষণ ও কারিগরি শিক্ষায় জোর দেওয়ার পরামর্শ দিয়েছেন তারা। অন্যদিকে আমদানি ব্যয় কমাতে সরকারের নেওয়া পদক্ষেপও বাজারে স্বস্তি ফিরিয়েছে বলে জানান সংশ্লিষ্টরা।	[273, 724, 397, 793]
masthead	[14, 8, 636, 35]
column-divider	[146, 242, 268, 243]
table-cell: 22.	[409, 511, 424, 521]
table-cell: 22/01/2023	[489, 433, 561, 443]
table-cell: Eligibility of Tenderer	[424, 505, 489, 510]
table-cell: 08/01/2023	[489, 312, 636, 317]
article-headline: বাংলাদেশ রাজ্য হবে	[294, 38, 376, 49]
table-cell: 19.	[409, 443, 424, 448]
table-cell: 20.	[409, 448, 424, 458]
table-cell: 5.	[409, 296, 424, 301]
table-cell: Price of Tender Document (Tk)	[424, 539, 489, 592]
table-cell: As per Tender Data Sheet (TDS) of tender schedule.	[489, 505, 636, 510]
masthead-tagline: বাংলাদেশের সর্বাধিক প্রচারিত দৈনিক	[18, 8, 76, 13]
vertical-rule	[399, 38, 400, 234]
tender-row	[409, 448, 636, 458]
table-cell: N/A	[489, 290, 636, 295]
table-cell: Selling Tender Document (Principal)	[424, 457, 489, 467]
article-columns	[14, 679, 266, 783]
table-cell: Procurement for Supply of invitations, reception and entertainment related goods for International Customs Day-2023, (Lot No-2), Procurement for Supply of gift items, souvenirs, decoration items and security and coordination items for International Customs Day-2023 (Lot No-3 to 6).	[489, 520, 636, 538]
